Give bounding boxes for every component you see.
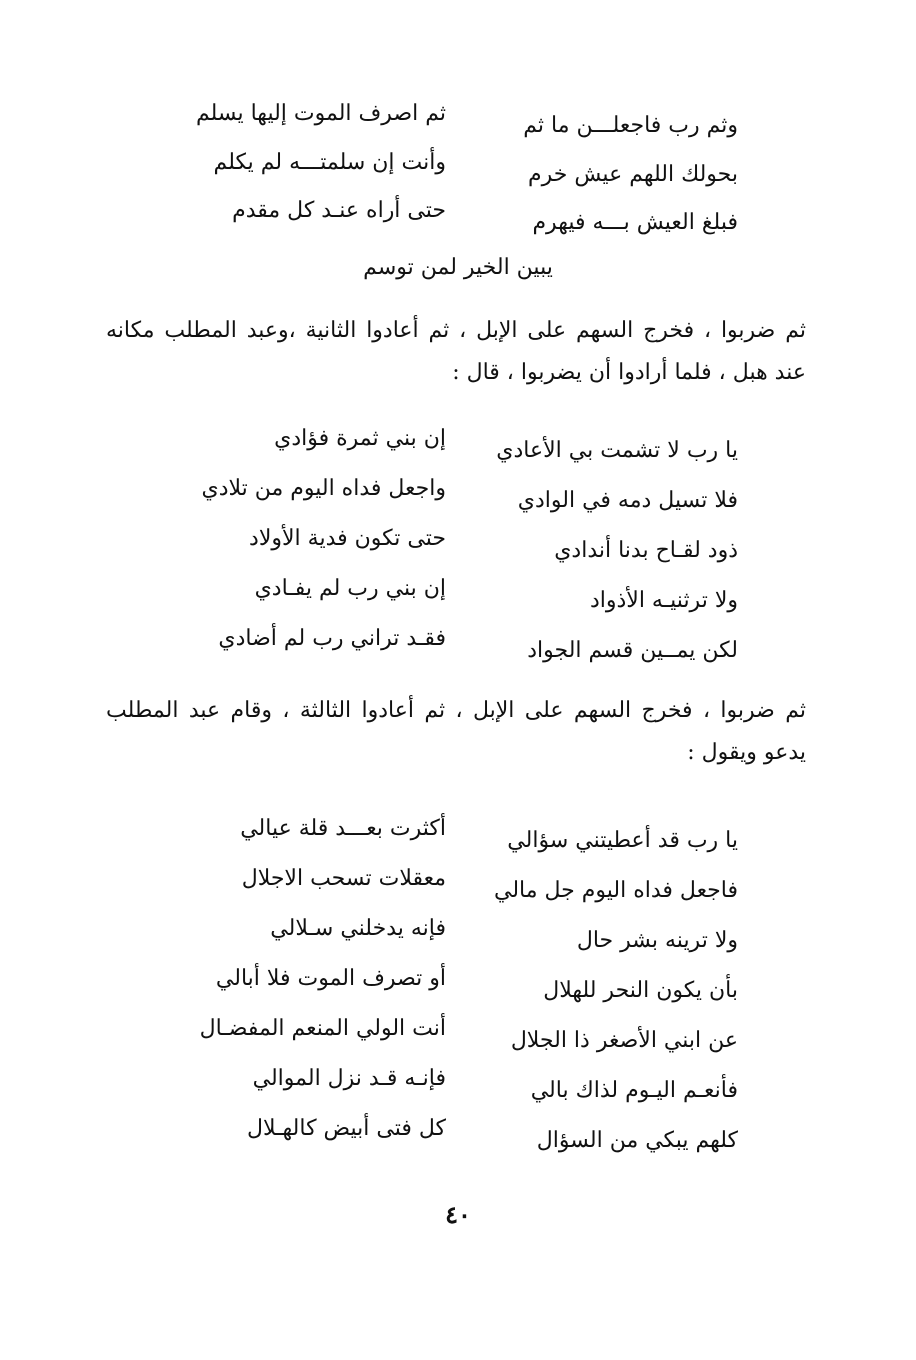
poem1-verse3-first: فبلغ العيش بـــه فيهرم — [532, 210, 738, 235]
poem3-verse1-first: يا رب قد أعطيتني سؤالي — [507, 828, 738, 853]
prose-paragraph-1: ثم ضربوا ، فخرج السهم على الإبل ، ثم أعادوا الثانية ،وعبد المطلب مكانه عند هبل ، فلما أرادوا أن يضربوا ، قال : — [106, 318, 806, 385]
poem2-verse1-second: إن بني ثمرة فؤادي — [274, 426, 446, 451]
poem3-verse4-second: أو تصرف الموت فلا أبالي — [215, 966, 446, 991]
poem3-verse2-first: فاجعل فداه اليوم جل مالي — [494, 878, 738, 903]
poem2-verse1-first: يا رب لا تشمت بي الأعادي — [496, 438, 738, 463]
poem2-verse4-second: إن بني رب لم يفـادي — [254, 576, 446, 601]
poem3-verse7-second: كل فتى أبيض كالهـلال — [246, 1116, 446, 1141]
poem2-verse2-second: واجعل فداه اليوم من تلادي — [201, 476, 446, 501]
poem2-verse3-first: ذود لقـاح بدنا أندادي — [554, 538, 738, 563]
poem2-verse3-second: حتى تكون فدية الأولاد — [249, 526, 446, 551]
poem1-verse2-second: وأنت إن سلمتـــه لم يكلم — [213, 150, 446, 175]
poem1-verse1-second: ثم اصرف الموت إليها يسلم — [195, 101, 446, 126]
poem2-verse5-first: لكن يمــين قسم الجواد — [527, 638, 738, 663]
poem1-verse2-first: بحولك اللهم عيش خرم — [528, 162, 738, 187]
prose-paragraph-2: ثم ضربوا ، فخرج السهم على الإبل ، ثم أعادوا الثالثة ، وقام عبد المطلب يدعو ويقول : — [106, 698, 806, 765]
poem3-verse5-second: أنت الولي المنعم المفضـال — [199, 1016, 446, 1041]
poem1-closing-line: يبين الخير لمن توسم — [363, 255, 553, 280]
poem3-verse3-second: فإنه يدخلني سـلالي — [270, 916, 446, 941]
poem3-verse1-second: أكثرت بعـــد قلة عيالي — [240, 816, 446, 841]
page-number: ٤٠ — [445, 1200, 471, 1229]
poem3-verse3-first: ولا ترينه بشر حال — [576, 928, 738, 953]
poem2-verse4-first: ولا ترثنيـه الأذواد — [589, 588, 738, 613]
poem3-verse2-second: معقلات تسحب الاجلال — [241, 866, 446, 891]
poem3-verse4-first: بأن يكون النحر للهلال — [543, 978, 738, 1003]
poem2-verse2-first: فلا تسيل دمه في الوادي — [517, 488, 738, 513]
poem1-verse3-second: حتى أراه عنـد كل مقدم — [232, 198, 446, 223]
poem3-verse6-second: فإنـه قـد نزل الموالي — [252, 1066, 446, 1091]
poem3-verse6-first: فأنعـم اليـوم لذاك بالي — [530, 1078, 738, 1103]
poem3-verse7-first: كلهم يبكي من السؤال — [536, 1128, 738, 1153]
poem3-verse5-first: عن ابني الأصغر ذا الجلال — [510, 1028, 738, 1053]
poem2-verse5-second: فقـد تراني رب لم أضادي — [218, 626, 446, 651]
poem1-verse1-first: وثم رب فاجعلـــن ما ثم — [523, 113, 738, 138]
